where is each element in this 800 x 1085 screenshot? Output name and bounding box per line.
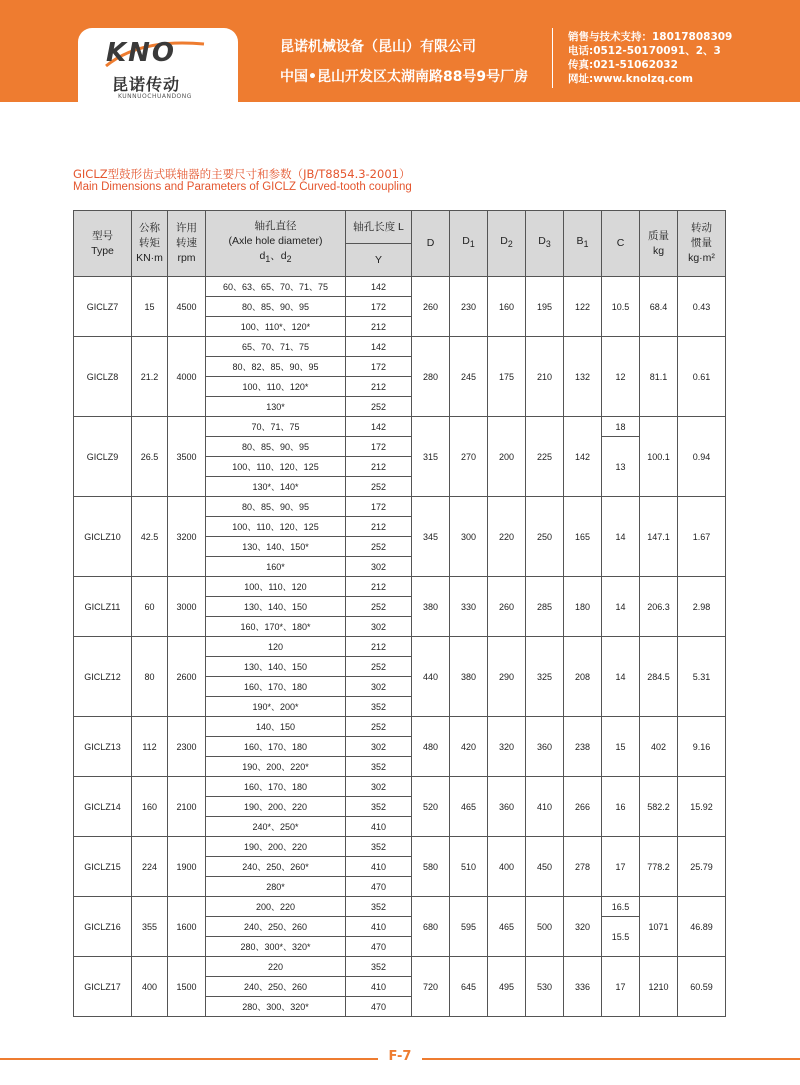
- cell-speed: 4000: [168, 337, 206, 417]
- cell-length-y: 470: [346, 997, 412, 1017]
- cell-D1: 420: [450, 717, 488, 777]
- col-D1: $D_1$: [450, 211, 488, 277]
- cell-axle-hole: 160、170、180: [206, 777, 346, 797]
- cell-axle-hole: 100、110、120*: [206, 377, 346, 397]
- cell-D1: 330: [450, 577, 488, 637]
- cell-speed: 1900: [168, 837, 206, 897]
- cell-D: 580: [412, 837, 450, 897]
- col-D2: $D_2$: [488, 211, 526, 277]
- cell-D2: 175: [488, 337, 526, 417]
- table-body: [74, 277, 726, 1017]
- cell-D: 680: [412, 897, 450, 957]
- table-row: [74, 957, 726, 977]
- cell-type: GICLZ8: [74, 337, 132, 417]
- cell-D2: 160: [488, 277, 526, 337]
- cell-mass: 402: [640, 717, 678, 777]
- cell-length-y: 352: [346, 957, 412, 977]
- cell-axle-hole: 190、200、220: [206, 837, 346, 857]
- cell-D: 520: [412, 777, 450, 837]
- cell-length-y: 302: [346, 617, 412, 637]
- cell-inertia: 0.43: [678, 277, 726, 337]
- cell-axle-hole: 130*: [206, 397, 346, 417]
- cell-D1: 230: [450, 277, 488, 337]
- col-type: 型号 Type: [74, 211, 132, 277]
- col-torque: 公称 转矩 KN·m: [132, 211, 168, 277]
- cell-speed: 1500: [168, 957, 206, 1017]
- cell-inertia: 60.59: [678, 957, 726, 1017]
- cell-axle-hole: 80、85、90、95: [206, 437, 346, 457]
- page-number: F-7: [378, 1046, 422, 1068]
- cell-length-y: 252: [346, 477, 412, 497]
- cell-axle-hole: 190、200、220*: [206, 757, 346, 777]
- cell-inertia: 15.92: [678, 777, 726, 837]
- col-inertia: 转动 惯量 kg·m²: [678, 211, 726, 277]
- table-header: [74, 211, 726, 277]
- cell-B1: 278: [564, 837, 602, 897]
- col-D: D: [412, 211, 450, 277]
- cell-axle-hole: 160、170、180: [206, 737, 346, 757]
- cell-inertia: 5.31: [678, 637, 726, 717]
- cell-axle-hole: 220: [206, 957, 346, 977]
- cell-length-y: 410: [346, 977, 412, 997]
- cell-D1: 510: [450, 837, 488, 897]
- cell-axle-hole: 130*、140*: [206, 477, 346, 497]
- cell-axle-hole: 280*: [206, 877, 346, 897]
- fax-line: 传真:021-51062032: [568, 59, 678, 71]
- cell-D2: 465: [488, 897, 526, 957]
- cell-inertia: 2.98: [678, 577, 726, 637]
- table-row: [74, 337, 726, 357]
- cell-torque: 21.2: [132, 337, 168, 417]
- cell-axle-hole: 70、71、75: [206, 417, 346, 437]
- table-row: [74, 637, 726, 657]
- cell-D1: 245: [450, 337, 488, 417]
- cell-length-y: 212: [346, 377, 412, 397]
- cell-C: 17: [602, 957, 640, 1017]
- table-title-en: Main Dimensions and Parameters of GICLZ Curved-tooth coupling: [73, 181, 412, 193]
- cell-mass: 284.5: [640, 637, 678, 717]
- cell-torque: 80: [132, 637, 168, 717]
- cell-D: 280: [412, 337, 450, 417]
- cell-length-y: 352: [346, 797, 412, 817]
- cell-axle-hole: 200、220: [206, 897, 346, 917]
- table-row: [74, 277, 726, 297]
- cell-type: GICLZ12: [74, 637, 132, 717]
- company-info: [280, 32, 528, 92]
- cell-torque: 60: [132, 577, 168, 637]
- cell-C: 14: [602, 577, 640, 637]
- cell-type: GICLZ15: [74, 837, 132, 897]
- cell-type: GICLZ16: [74, 897, 132, 957]
- logo-mark: KNO: [106, 38, 177, 68]
- cell-axle-hole: 130、140、150: [206, 597, 346, 617]
- col-axle-hole: 轴孔直径 (Axle hole diameter) $d_1$、$d_2$: [206, 211, 346, 277]
- cell-D3: 250: [526, 497, 564, 577]
- cell-inertia: 46.89: [678, 897, 726, 957]
- cell-C: 15: [602, 717, 640, 777]
- cell-axle-hole: 190、200、220: [206, 797, 346, 817]
- cell-axle-hole: 280、300*、320*: [206, 937, 346, 957]
- sales-line: 销售与技术支持：18017808309: [568, 31, 733, 43]
- cell-axle-hole: 160、170、180: [206, 677, 346, 697]
- cell-length-y: 410: [346, 857, 412, 877]
- cell-length-y: 142: [346, 277, 412, 297]
- page-header: [0, 0, 800, 102]
- cell-B1: 122: [564, 277, 602, 337]
- cell-C: 16.5: [602, 897, 640, 917]
- cell-speed: 1600: [168, 897, 206, 957]
- table-row: [74, 777, 726, 797]
- cell-length-y: 302: [346, 737, 412, 757]
- cell-D1: 300: [450, 497, 488, 577]
- cell-length-y: 410: [346, 817, 412, 837]
- cell-D3: 410: [526, 777, 564, 837]
- cell-axle-hole: 130、140、150*: [206, 537, 346, 557]
- cell-mass: 147.1: [640, 497, 678, 577]
- cell-B1: 266: [564, 777, 602, 837]
- cell-D2: 290: [488, 637, 526, 717]
- cell-length-y: 352: [346, 697, 412, 717]
- cell-length-y: 212: [346, 577, 412, 597]
- cell-axle-hole: 120: [206, 637, 346, 657]
- cell-length-y: 252: [346, 717, 412, 737]
- cell-B1: 208: [564, 637, 602, 717]
- cell-length-y: 172: [346, 297, 412, 317]
- cell-inertia: 0.61: [678, 337, 726, 417]
- cell-length-y: 142: [346, 337, 412, 357]
- web-line: 网址:www.knolzq.com: [568, 73, 693, 85]
- cell-mass: 778.2: [640, 837, 678, 897]
- col-C: C: [602, 211, 640, 277]
- cell-D3: 195: [526, 277, 564, 337]
- cell-length-y: 172: [346, 497, 412, 517]
- cell-D1: 270: [450, 417, 488, 497]
- cell-D: 720: [412, 957, 450, 1017]
- cell-torque: 160: [132, 777, 168, 837]
- cell-length-y: 302: [346, 777, 412, 797]
- cell-mass: 206.3: [640, 577, 678, 637]
- cell-axle-hole: 100、110、120、125: [206, 517, 346, 537]
- cell-axle-hole: 130、140、150: [206, 657, 346, 677]
- cell-axle-hole: 240、250、260: [206, 917, 346, 937]
- cell-C: 10.5: [602, 277, 640, 337]
- col-length: 轴孔长度 L: [346, 211, 412, 244]
- cell-D2: 200: [488, 417, 526, 497]
- cell-torque: 42.5: [132, 497, 168, 577]
- cell-mass: 1071: [640, 897, 678, 957]
- spec-table: [73, 210, 726, 1017]
- cell-type: GICLZ10: [74, 497, 132, 577]
- cell-speed: 3500: [168, 417, 206, 497]
- cell-length-y: 172: [346, 437, 412, 457]
- cell-inertia: 25.79: [678, 837, 726, 897]
- cell-D3: 285: [526, 577, 564, 637]
- cell-length-y: 470: [346, 937, 412, 957]
- cell-D1: 465: [450, 777, 488, 837]
- cell-D: 380: [412, 577, 450, 637]
- cell-D: 315: [412, 417, 450, 497]
- cell-torque: 400: [132, 957, 168, 1017]
- cell-D3: 530: [526, 957, 564, 1017]
- cell-D2: 360: [488, 777, 526, 837]
- cell-D2: 320: [488, 717, 526, 777]
- cell-C: 12: [602, 337, 640, 417]
- cell-D3: 225: [526, 417, 564, 497]
- cell-speed: 3200: [168, 497, 206, 577]
- cell-D3: 450: [526, 837, 564, 897]
- cell-type: GICLZ13: [74, 717, 132, 777]
- cell-D2: 400: [488, 837, 526, 897]
- cell-D3: 210: [526, 337, 564, 417]
- table-title-cn: GICLZ型鼓形齿式联轴器的主要尺寸和参数（JB/T8854.3-2001）: [73, 167, 411, 181]
- cell-length-y: 212: [346, 317, 412, 337]
- cell-B1: 165: [564, 497, 602, 577]
- company-logo: [78, 28, 238, 102]
- cell-inertia: 9.16: [678, 717, 726, 777]
- cell-length-y: 252: [346, 657, 412, 677]
- cell-axle-hole: 160、170*、180*: [206, 617, 346, 637]
- cell-type: GICLZ7: [74, 277, 132, 337]
- cell-C: 13: [602, 437, 640, 497]
- cell-axle-hole: 140、150: [206, 717, 346, 737]
- cell-B1: 238: [564, 717, 602, 777]
- cell-speed: 3000: [168, 577, 206, 637]
- col-D3: $D_3$: [526, 211, 564, 277]
- cell-axle-hole: 65、70、71、75: [206, 337, 346, 357]
- col-length-y: Y: [346, 244, 412, 277]
- cell-D3: 500: [526, 897, 564, 957]
- cell-mass: 68.4: [640, 277, 678, 337]
- cell-D2: 220: [488, 497, 526, 577]
- cell-length-y: 142: [346, 417, 412, 437]
- cell-speed: 2100: [168, 777, 206, 837]
- cell-length-y: 352: [346, 837, 412, 857]
- cell-B1: 336: [564, 957, 602, 1017]
- cell-axle-hole: 60、63、65、70、71、75: [206, 277, 346, 297]
- cell-length-y: 302: [346, 557, 412, 577]
- cell-D: 260: [412, 277, 450, 337]
- cell-B1: 142: [564, 417, 602, 497]
- cell-D3: 360: [526, 717, 564, 777]
- cell-inertia: 1.67: [678, 497, 726, 577]
- cell-axle-hole: 160*: [206, 557, 346, 577]
- phone-line: 电话:0512-50170091、2、3: [568, 45, 721, 57]
- cell-C: 16: [602, 777, 640, 837]
- cell-axle-hole: 240、250、260: [206, 977, 346, 997]
- col-mass: 质量 kg: [640, 211, 678, 277]
- cell-axle-hole: 80、82、85、90、95: [206, 357, 346, 377]
- cell-type: GICLZ11: [74, 577, 132, 637]
- cell-B1: 180: [564, 577, 602, 637]
- cell-D2: 260: [488, 577, 526, 637]
- cell-D2: 495: [488, 957, 526, 1017]
- cell-C: 14: [602, 637, 640, 717]
- cell-C: 14: [602, 497, 640, 577]
- cell-torque: 26.5: [132, 417, 168, 497]
- col-speed: 许用 转速 rpm: [168, 211, 206, 277]
- company-address: 中国•昆山开发区太湖南路88号9号厂房: [280, 69, 529, 85]
- cell-speed: 4500: [168, 277, 206, 337]
- table-row: [74, 417, 726, 437]
- cell-mass: 1210: [640, 957, 678, 1017]
- cell-type: GICLZ17: [74, 957, 132, 1017]
- cell-D: 480: [412, 717, 450, 777]
- cell-axle-hole: 240*、250*: [206, 817, 346, 837]
- cell-torque: 15: [132, 277, 168, 337]
- cell-D: 345: [412, 497, 450, 577]
- cell-axle-hole: 100、110、120: [206, 577, 346, 597]
- cell-torque: 355: [132, 897, 168, 957]
- cell-length-y: 470: [346, 877, 412, 897]
- cell-length-y: 352: [346, 897, 412, 917]
- cell-axle-hole: 100、110*、120*: [206, 317, 346, 337]
- logo-en-text: KUNNUOCHUANDONG: [118, 93, 192, 100]
- cell-length-y: 252: [346, 397, 412, 417]
- cell-length-y: 212: [346, 457, 412, 477]
- cell-length-y: 212: [346, 517, 412, 537]
- cell-length-y: 352: [346, 757, 412, 777]
- cell-D3: 325: [526, 637, 564, 717]
- cell-speed: 2300: [168, 717, 206, 777]
- cell-length-y: 252: [346, 597, 412, 617]
- table-row: [74, 897, 726, 917]
- cell-B1: 320: [564, 897, 602, 957]
- cell-D1: 595: [450, 897, 488, 957]
- cell-type: GICLZ14: [74, 777, 132, 837]
- cell-length-y: 212: [346, 637, 412, 657]
- table-row: [74, 577, 726, 597]
- cell-length-y: 252: [346, 537, 412, 557]
- cell-axle-hole: 190*、200*: [206, 697, 346, 717]
- cell-axle-hole: 280、300、320*: [206, 997, 346, 1017]
- cell-length-y: 302: [346, 677, 412, 697]
- company-name: 昆诺机械设备（昆山）有限公司: [280, 39, 476, 55]
- contact-info: [568, 30, 732, 86]
- cell-D1: 645: [450, 957, 488, 1017]
- cell-C: 15.5: [602, 917, 640, 957]
- cell-torque: 224: [132, 837, 168, 897]
- cell-mass: 100.1: [640, 417, 678, 497]
- cell-C: 17: [602, 837, 640, 897]
- header-divider: [552, 28, 553, 88]
- cell-axle-hole: 80、85、90、95: [206, 297, 346, 317]
- cell-axle-hole: 100、110、120、125: [206, 457, 346, 477]
- cell-torque: 112: [132, 717, 168, 777]
- col-B1: $B_1$: [564, 211, 602, 277]
- cell-D1: 380: [450, 637, 488, 717]
- cell-axle-hole: 240、250、260*: [206, 857, 346, 877]
- cell-type: GICLZ9: [74, 417, 132, 497]
- table-row: [74, 717, 726, 737]
- cell-length-y: 410: [346, 917, 412, 937]
- cell-speed: 2600: [168, 637, 206, 717]
- table-row: [74, 497, 726, 517]
- cell-C: 18: [602, 417, 640, 437]
- cell-length-y: 172: [346, 357, 412, 377]
- cell-D: 440: [412, 637, 450, 717]
- cell-mass: 582.2: [640, 777, 678, 837]
- cell-inertia: 0.94: [678, 417, 726, 497]
- logo-cn-text: 昆诺传动: [112, 75, 181, 94]
- cell-B1: 132: [564, 337, 602, 417]
- cell-axle-hole: 80、85、90、95: [206, 497, 346, 517]
- table-row: [74, 837, 726, 857]
- cell-mass: 81.1: [640, 337, 678, 417]
